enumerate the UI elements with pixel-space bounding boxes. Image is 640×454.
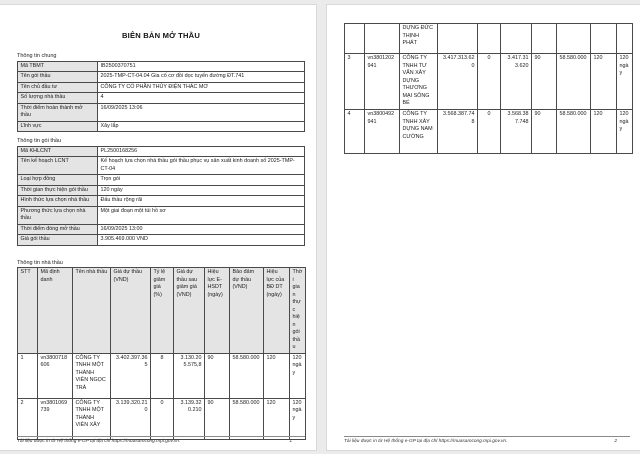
column-header: STT: [18, 268, 38, 354]
page2-footer: [344, 436, 630, 445]
bidder-cell: 120 ngày: [617, 110, 633, 154]
bidder-cell: 120 ngày: [290, 353, 306, 398]
bidder-cell: vn3800718606: [38, 353, 73, 398]
bidder-cell: 0: [478, 54, 501, 110]
info-row: [18, 185, 305, 196]
field-label: Loại hợp đồng: [18, 175, 98, 186]
field-value: Một giai đoạn một túi hồ sơ: [98, 206, 305, 224]
bidder-cell: 120 ngày: [617, 54, 633, 110]
section-heading-bidders: Thông tin nhà thầu: [17, 259, 63, 266]
bidder-cell: 58.580.000: [557, 54, 591, 110]
page-number: 1: [289, 439, 292, 444]
info-row: [18, 121, 305, 132]
bidder-cell: 1: [18, 353, 38, 398]
bidder-cell: 58.580.000: [230, 353, 264, 398]
bidder-row: [345, 24, 633, 54]
bidder-cell: 3: [345, 54, 365, 110]
bidder-cell: vn3801202941: [365, 54, 400, 110]
column-header: Tên nhà thầu: [73, 268, 111, 354]
bidder-cell: [532, 24, 557, 54]
column-header: Mã định danh: [38, 268, 73, 354]
bidder-cell: 3.417.313.620: [438, 54, 478, 110]
info-row: [18, 103, 305, 121]
info-row: [18, 61, 305, 72]
field-label: Phương thức lựa chọn nhà thầu: [18, 206, 98, 224]
info-row: [18, 82, 305, 93]
field-value: 2025-TMP-CT-04.04 Gia cố cơ đồi dọc tuyến đường ĐT.741: [98, 72, 305, 83]
bidder-cell: [478, 24, 501, 54]
field-label: Tên chủ đầu tư: [18, 82, 98, 93]
page1-footer: [17, 436, 305, 445]
bidder-cell: CÔNG TY TNHH XÂY DỰNG NAM CƯỜNG: [400, 110, 438, 154]
bidders-table-page2: [344, 23, 633, 154]
field-value: 120 ngày: [98, 185, 305, 196]
info-row: [18, 196, 305, 207]
field-label: Số lượng nhà thầu: [18, 93, 98, 104]
field-label: Tên kế hoạch LCNT: [18, 157, 98, 175]
field-label: Giá gói thầu: [18, 235, 98, 246]
bidder-cell: [617, 24, 633, 54]
field-value: 16/09/2025 13:00: [98, 224, 305, 235]
info-row: [18, 157, 305, 175]
bidder-cell: 58.580.000: [557, 110, 591, 154]
bidder-cell: CÔNG TY TNHH MỘT THÀNH VIÊN XÂY: [73, 398, 111, 439]
field-label: Mã KHLCNT: [18, 146, 98, 157]
bidder-cell: 58.580.000: [230, 398, 264, 439]
field-value: Đấu thầu rộng rãi: [98, 196, 305, 207]
info-row: [18, 93, 305, 104]
bidder-cell: DỰNG ĐỨC THỊNH PHÁT: [400, 24, 438, 54]
field-value: PL2500168256: [98, 146, 305, 157]
bidder-cell: [501, 24, 532, 54]
document-page-2: [326, 4, 640, 451]
bidder-cell: 90: [532, 110, 557, 154]
bidder-cell: [365, 24, 400, 54]
section-heading-general: Thông tin chung: [17, 53, 57, 59]
bidders-header-row: [18, 268, 306, 354]
bidder-row: [18, 353, 306, 398]
bidder-cell: 90: [205, 353, 230, 398]
bidder-cell: 3.130.205.575,8: [174, 353, 205, 398]
bidder-cell: 0: [151, 398, 174, 439]
bidder-cell: 3.417.313.620: [501, 54, 532, 110]
page-number: 2: [614, 439, 617, 444]
bidder-cell: 8: [151, 353, 174, 398]
bidders-table-page1: [17, 267, 306, 440]
info-row: [18, 175, 305, 186]
info-row: [18, 146, 305, 157]
column-header: Tỷ lệ giảm giá (%): [151, 268, 174, 354]
footer-source-text: Tài liệu được in từ Hệ thống e-GP tại địa chỉ https://muasamcong.mpi.gov.vn.: [344, 439, 508, 444]
bidder-cell: 2: [18, 398, 38, 439]
footer-source-text: Tài liệu được in từ Hệ thống e-GP tại địa chỉ https://muasamcong.mpi.gov.vn.: [17, 439, 181, 444]
info-row: [18, 206, 305, 224]
bidder-cell: 3.568.387.748: [501, 110, 532, 154]
bidder-cell: 120 ngày: [290, 398, 306, 439]
info-row: [18, 224, 305, 235]
document-title: BIÊN BẢN MỞ THẦU: [121, 31, 201, 40]
bidder-cell: 120: [591, 110, 617, 154]
section-heading-package: Thông tin gói thầu: [17, 138, 62, 144]
document-page-1: [0, 4, 317, 451]
bidder-cell: 3.402.397.365: [111, 353, 151, 398]
column-header: Giá dự thầu sau giảm giá (VND): [174, 268, 205, 354]
field-value: Trọn gói: [98, 175, 305, 186]
field-value: 16/09/2025 13:06: [98, 103, 305, 121]
bidder-cell: 0: [478, 110, 501, 154]
field-label: Thời điểm đóng mở thầu: [18, 224, 98, 235]
column-header: Giá dự thầu (VND): [111, 268, 151, 354]
bidder-cell: CÔNG TY TNHH TƯ VẤN XÂY DỰNG THƯƠNG MẠI SÔNG BÉ: [400, 54, 438, 110]
general-info-table: [17, 61, 305, 133]
column-header: Hiệu lực của BĐ DT (ngày): [264, 268, 290, 354]
field-label: Hình thức lựa chọn nhà thầu: [18, 196, 98, 207]
field-value: IB2500370751: [98, 61, 305, 72]
field-value: CÔNG TY CỔ PHẦN THỦY ĐIỆN THÁC MƠ: [98, 82, 305, 93]
bidder-cell: 120: [591, 54, 617, 110]
field-value: 4: [98, 93, 305, 104]
bidder-cell: 4: [345, 110, 365, 154]
bidder-cell: vn3800492941: [365, 110, 400, 154]
field-label: Lĩnh vực: [18, 121, 98, 132]
page1-content: [0, 31, 316, 440]
field-label: Tên gói thầu: [18, 72, 98, 83]
bidder-cell: [591, 24, 617, 54]
field-label: Mã TBMT: [18, 61, 98, 72]
bidder-cell: [345, 24, 365, 54]
field-label: Thời điểm hoàn thành mở thầu: [18, 103, 98, 121]
bidder-cell: 3.139.320.210: [111, 398, 151, 439]
bidder-cell: CÔNG TY TNHH MỘT THÀNH VIÊN NGỌC TRÀ: [73, 353, 111, 398]
bidder-cell: 90: [532, 54, 557, 110]
column-header: Thời gian thực hiện gói thầu: [290, 268, 306, 354]
bidder-cell: 3.139.320.210: [174, 398, 205, 439]
field-value: Kế hoạch lựa chọn nhà thầu gói thầu phục vụ sản xuất kinh doanh số 2025-TMP-CT-04: [98, 157, 305, 175]
bidder-row: [18, 398, 306, 439]
field-value: Xây lắp: [98, 121, 305, 132]
bidder-cell: 120: [264, 353, 290, 398]
package-info-table: [17, 146, 305, 246]
bidder-cell: vn3801069739: [38, 398, 73, 439]
info-row: [18, 72, 305, 83]
bidder-row: [345, 54, 633, 110]
info-row: [18, 235, 305, 246]
bidder-cell: 3.568.387.748: [438, 110, 478, 154]
column-header: Bảo đảm dự thầu (VND): [230, 268, 264, 354]
column-header: Hiệu lực E-HSDT (ngày): [205, 268, 230, 354]
field-value: 3.905.469.000 VND: [98, 235, 305, 246]
bidder-cell: 120: [264, 398, 290, 439]
field-label: Thời gian thực hiện gói thầu: [18, 185, 98, 196]
bidder-cell: [557, 24, 591, 54]
bidder-row: [345, 110, 633, 154]
bidder-cell: [438, 24, 478, 54]
bidder-cell: 90: [205, 398, 230, 439]
